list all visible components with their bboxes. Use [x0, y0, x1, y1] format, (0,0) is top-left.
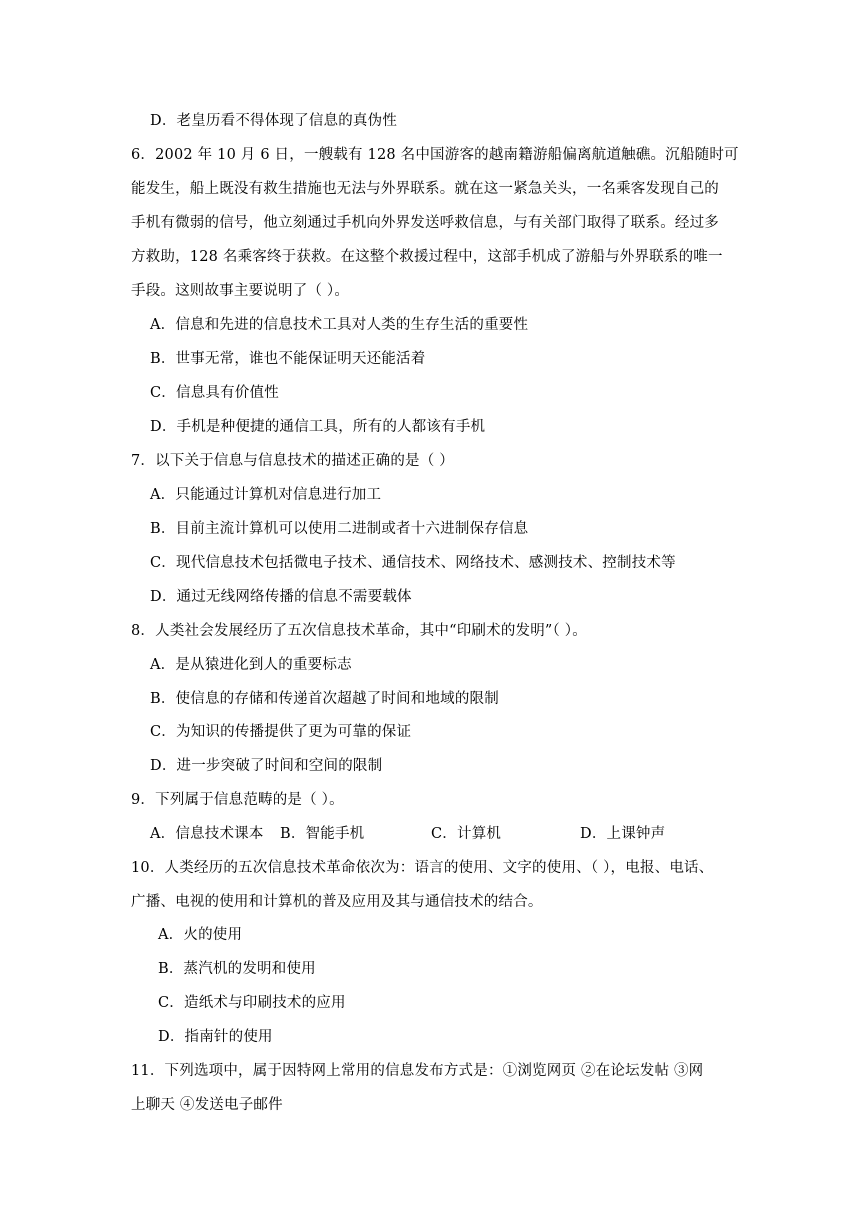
q10-option-b: B．蒸汽机的发明和使用: [158, 961, 316, 977]
q11-stem-line-2: 上聊天 ④发送电子邮件: [131, 1097, 283, 1113]
q8-option-b: B．使信息的存储和传递首次超越了时间和地域的限制: [150, 691, 499, 707]
q7-option-a: A．只能通过计算机对信息进行加工: [150, 487, 382, 503]
q10-option-c: C．造纸术与印刷技术的应用: [158, 995, 346, 1011]
q6-option-b: B．世事无常，谁也不能保证明天还能活着: [150, 351, 426, 367]
q10-option-a: A．火的使用: [158, 927, 243, 943]
q9-option-b: B．智能手机: [280, 826, 365, 842]
q9-option-c: C．计算机: [431, 826, 502, 842]
q10-option-d: D．指南针的使用: [158, 1029, 273, 1045]
q6-stem-line-3: 手机有微弱的信号，他立刻通过手机向外界发送呼救信息，与有关部门取得了联系。经过多: [131, 215, 719, 231]
q7-stem: 7．以下关于信息与信息技术的描述正确的是（ ）: [131, 453, 454, 469]
q6-stem-line-1: 6．2002 年 10 月 6 日，一艘载有 128 名中国游客的越南籍游船偏离航道触礁。沉船随时可: [131, 147, 739, 163]
q6-stem-line-2: 能发生，船上既没有救生措施也无法与外界联系。就在这一紧急关头，一名乘客发现自己的: [131, 181, 719, 197]
q8-option-d: D．进一步突破了时间和空间的限制: [150, 758, 383, 774]
q9-option-a: A．信息技术课本: [150, 826, 264, 842]
q8-option-c: C．为知识的传播提供了更为可靠的保证: [150, 724, 412, 740]
q8-option-a: A．是从猿进化到人的重要标志: [150, 657, 352, 673]
q10-stem-line-2: 广播、电视的使用和计算机的普及应用及其与通信技术的结合。: [131, 894, 543, 910]
q6-stem-line-5: 手段。这则故事主要说明了（ ）。: [131, 283, 350, 299]
q7-option-d: D．通过无线网络传播的信息不需要载体: [150, 589, 412, 605]
q8-stem: 8．人类社会发展经历了五次信息技术革命，其中“印刷术的发明”（ ）。: [131, 623, 587, 639]
q7-option-c: C．现代信息技术包括微电子技术、通信技术、网络技术、感测技术、控制技术等: [150, 555, 676, 571]
q6-option-c: C．信息具有价值性: [150, 385, 279, 401]
q11-stem-line-1: 11．下列选项中，属于因特网上常用的信息发布方式是：①浏览网页 ②在论坛发帖 ③网: [131, 1063, 704, 1079]
q9-stem: 9．下列属于信息范畴的是（ ）。: [131, 792, 344, 808]
q7-option-b: B．目前主流计算机可以使用二进制或者十六进制保存信息: [150, 521, 529, 537]
q10-stem-line-1: 10．人类经历的五次信息技术革命依次为：语言的使用、文字的使用、（ ），电报、电话、: [131, 860, 714, 876]
q6-option-d: D．手机是种便捷的通信工具，所有的人都该有手机: [150, 419, 486, 435]
q5-option-d: D．老皇历看不得体现了信息的真伪性: [150, 113, 398, 129]
q6-stem-line-4: 方救助，128 名乘客终于获救。在这整个救援过程中，这部手机成了游船与外界联系的唯一: [131, 249, 723, 265]
q6-option-a: A．信息和先进的信息技术工具对人类的生存生活的重要性: [150, 317, 529, 333]
q9-option-d: D．上课钟声: [580, 826, 666, 842]
